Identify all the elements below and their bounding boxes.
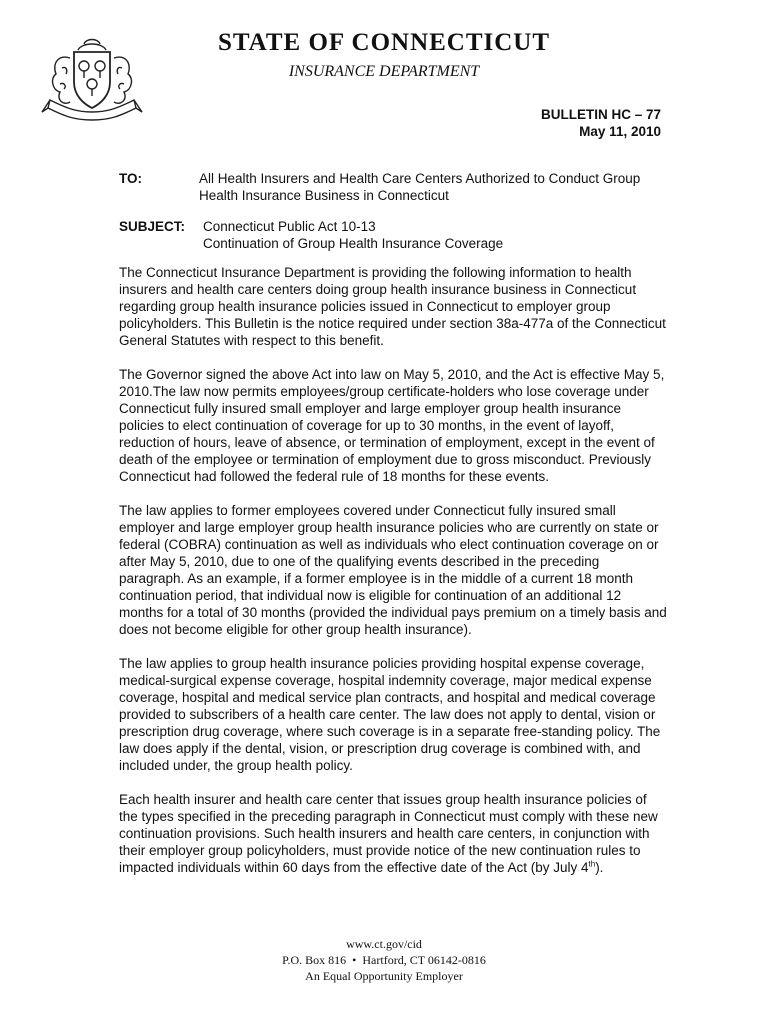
body-paragraph-5-end: ). [595,860,604,875]
body-paragraph-4: The law applies to group health insurance policies providing hospital expense coverage, medical-surgical expense coverage, hospital indemnity coverage, major medical expense coverage, hospital and medical service plan contracts, and hospital and medical coverage provided to subscribers of a health care center. The law does not apply to dental, vision or prescription drug coverage, where such coverage is in a separate free-standing policy. The law does apply if the dental, vision, or prescription drug coverage is combined with, and included under, the group health policy. [119,656,661,773]
department-subtitle: INSURANCE DEPARTMENT [288,63,480,80]
body-paragraph-5 [119,791,667,876]
body-paragraph-2: The Governor signed the above Act into law on May 5, 2010, and the Act is effective May 5, 2010.The law now permits employees/group certificate-holders who lose coverage under Connecticut fully insured small employer and large employer group health insurance policies to elect continuation of coverage for up to 30 months, in the event of layoff, reduction of hours, leave of absence, or termination of employment, except in the event of death of the employee or termination of employment due to gross misconduct. Previously Connecticut had followed the federal rule of 18 months for these events. [119,367,665,484]
body-paragraph-1: The Connecticut Insurance Department is providing the following information to health insurers and health care centers doing group health insurance business in Connecticut regarding group health insurance policies issued in Connecticut to employer group policyholders. This Bulletin is the notice required under section 38a-477a of the Connecticut General Statutes with respect to this benefit. [119,265,666,348]
subject-value [203,218,673,252]
to-label: TO: [119,171,142,186]
bulletin-body [119,264,667,893]
body-paragraph-5-text: Each health insurer and health care center that issues group health insurance policies of the types specified in the preceding paragraph in Connecticut must comply with these new continuation provisions. Such health insurers and health care centers, in conjunction with their employer group policyholders, must provide notice of the new continuation rules to impacted individuals within 60 days from the effective date of the Act (by July 4 [119,792,658,875]
to-line-2: Health Insurance Business in Connecticut [199,188,449,203]
subject-line-1: Connecticut Public Act 10-13 [203,219,376,234]
bulletin-date: May 11, 2010 [579,124,661,139]
footer-tagline: An Equal Opportunity Employer [305,969,463,983]
subject-line-2: Continuation of Group Health Insurance Coverage [203,236,504,251]
to-line-1: All Health Insurers and Health Care Centers Authorized to Conduct Group [199,171,641,186]
body-paragraph-3: The law applies to former employees covered under Connecticut fully insured small employer and large employer group health insurance policies who are currently on state or federal (COBRA) continuation as well as individuals who elect continuation coverage on or after May 5, 2010, due to one of the qualifying events described in the preceding paragraph. As an example, if a former employee is in the middle of a current 18 month continuation period, that individual now is eligible for continuation of an additional 12 months for a total of 30 months (provided the individual pays premium on a timely basis and does not become eligible for other group health insurance). [119,503,667,637]
agency-title: STATE OF CONNECTICUT [217,29,551,56]
footer [0,936,768,984]
bulletin-number: BULLETIN HC – 77 [540,107,661,122]
footer-address: P.O. Box 816 • Hartford, CT 06142-0816 [282,953,486,967]
ordinal-suffix: th [588,859,596,869]
state-seal-icon [40,28,144,128]
subject-label: SUBJECT: [119,219,186,234]
footer-website: www.ct.gov/cid [346,937,422,951]
to-value [199,170,669,204]
bulletin-block [541,106,661,140]
